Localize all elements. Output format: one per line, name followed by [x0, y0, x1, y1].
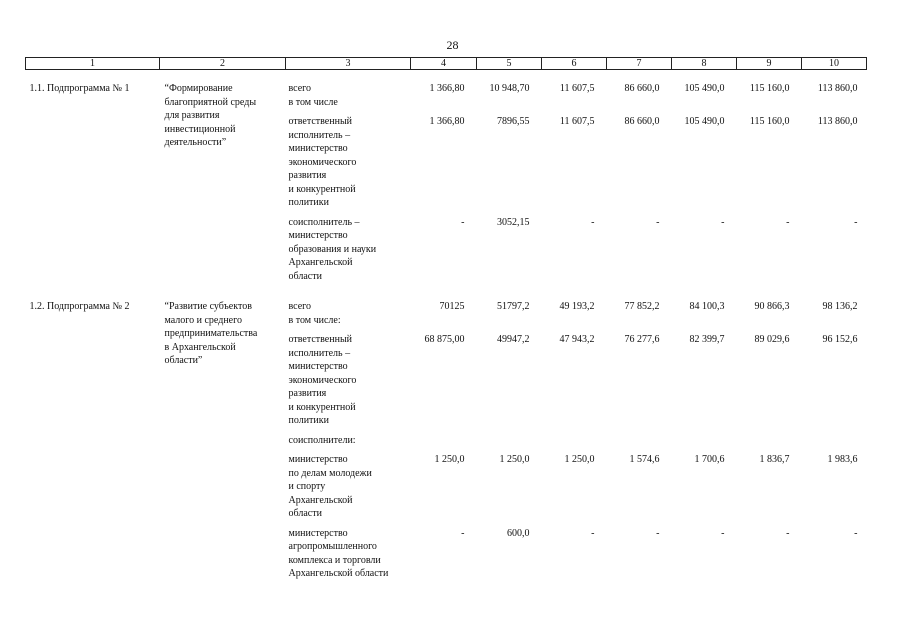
- row-label: в том числе: [288, 96, 338, 108]
- cell-value: 86 660,0: [624, 83, 660, 94]
- cell-value: [411, 434, 477, 454]
- cell-value: 1 250,0: [564, 454, 595, 465]
- cell-value: [802, 434, 867, 454]
- cell-value: [477, 96, 542, 116]
- cell-value: 115 160,0: [749, 83, 790, 94]
- cell-value: [802, 314, 867, 334]
- cell-value: [672, 96, 737, 116]
- cell-value: [411, 314, 477, 334]
- row-label: соисполнители:: [288, 434, 356, 446]
- cell-value: 1 366,80: [429, 116, 465, 127]
- subprogram-title: “Развитие субъектов малого и среднего предпринимательства в Архангельской области”: [164, 301, 258, 366]
- cell-value: -: [591, 527, 595, 539]
- cell-value: 90 866,3: [754, 301, 790, 312]
- cell-value: 1 700,6: [694, 454, 725, 465]
- cell-value: 1 250,0: [499, 454, 530, 465]
- cell-value: 84 100,3: [689, 301, 725, 312]
- subprogram-title: “Формирование благоприятной среды для развития инвестиционной деятельности”: [164, 83, 257, 148]
- cell-value: -: [656, 216, 660, 228]
- cell-value: -: [461, 527, 465, 539]
- cell-value: 77 852,2: [624, 301, 660, 312]
- table-row: [26, 70, 867, 96]
- cell-value: [737, 96, 802, 116]
- cell-value: [542, 434, 607, 454]
- cell-value: 11 607,5: [559, 116, 595, 127]
- page-number: 28: [446, 38, 459, 52]
- row-label: всего: [288, 83, 312, 94]
- column-header: 1: [26, 58, 160, 70]
- cell-value: [542, 314, 607, 334]
- cell-value: 68 875,00: [424, 334, 465, 345]
- cell-value: [477, 314, 542, 334]
- cell-value: [672, 434, 737, 454]
- cell-value: 1 574,6: [629, 454, 660, 465]
- cell-value: 98 136,2: [822, 301, 858, 312]
- cell-value: 105 490,0: [684, 83, 725, 94]
- cell-value: 96 152,6: [822, 334, 858, 345]
- column-header: 6: [542, 58, 607, 70]
- cell-value: 51797,2: [497, 301, 530, 312]
- cell-value: 86 660,0: [624, 116, 660, 127]
- cell-value: 70125: [439, 301, 465, 312]
- row-label: соисполнитель – министерство образования и науки Архангельской области: [288, 216, 377, 282]
- cell-value: -: [591, 216, 595, 228]
- subprogram-number: 1.1. Подпрограмма № 1: [29, 83, 130, 94]
- cell-value: [607, 434, 672, 454]
- cell-value: 600,0: [507, 527, 530, 539]
- column-header: 7: [607, 58, 672, 70]
- cell-value: 1 366,80: [429, 83, 465, 94]
- row-label: министерство по делам молодежи и спорту Архангельской области: [288, 454, 372, 519]
- column-header: 10: [802, 58, 867, 70]
- cell-value: [542, 96, 607, 116]
- row-label: ответственный исполнитель – министерство экономического развития и конкурентной политики: [288, 334, 357, 426]
- cell-value: 89 029,6: [754, 334, 790, 345]
- column-number-row: [26, 58, 867, 70]
- subprogram-number: 1.2. Подпрограмма № 2: [29, 301, 130, 312]
- column-header: 2: [160, 58, 286, 70]
- cell-value: 47 943,2: [559, 334, 595, 345]
- cell-value: -: [854, 216, 858, 228]
- column-header: 8: [672, 58, 737, 70]
- cell-value: 76 277,6: [624, 334, 660, 345]
- cell-value: 82 399,7: [689, 334, 725, 345]
- column-header: 9: [737, 58, 802, 70]
- cell-value: 115 160,0: [749, 116, 790, 127]
- cell-value: 1 250,0: [434, 454, 465, 465]
- cell-value: -: [721, 216, 725, 228]
- cell-value: -: [786, 216, 790, 228]
- cell-value: 7896,55: [497, 116, 530, 127]
- cell-value: [737, 314, 802, 334]
- cell-value: -: [461, 216, 465, 228]
- cell-value: 105 490,0: [684, 116, 725, 127]
- cell-value: [607, 314, 672, 334]
- cell-value: 1 836,7: [759, 454, 790, 465]
- table-row: [26, 283, 867, 314]
- budget-table: [25, 57, 867, 581]
- row-label: всего: [288, 301, 312, 312]
- cell-value: -: [854, 527, 858, 539]
- cell-value: -: [656, 527, 660, 539]
- column-header: 4: [411, 58, 477, 70]
- cell-value: [737, 434, 802, 454]
- cell-value: 49947,2: [497, 334, 530, 345]
- cell-value: [802, 96, 867, 116]
- cell-value: 113 860,0: [817, 116, 858, 127]
- cell-value: 49 193,2: [559, 301, 595, 312]
- cell-value: [672, 314, 737, 334]
- cell-value: 10 948,70: [489, 83, 530, 94]
- cell-value: 3052,15: [497, 216, 530, 228]
- row-label: в том числе:: [288, 314, 341, 326]
- row-label: ответственный исполнитель – министерство экономического развития и конкурентной политики: [288, 116, 357, 208]
- cell-value: [477, 434, 542, 454]
- cell-value: 1 983,6: [827, 454, 858, 465]
- cell-value: [411, 96, 477, 116]
- cell-value: [607, 96, 672, 116]
- cell-value: -: [721, 527, 725, 539]
- row-label: министерство агропромышленного комплекса и торговли Архангельской области: [288, 527, 389, 579]
- cell-value: 113 860,0: [817, 83, 858, 94]
- cell-value: -: [786, 527, 790, 539]
- column-header: 3: [286, 58, 411, 70]
- cell-value: 11 607,5: [559, 83, 595, 94]
- column-header: 5: [477, 58, 542, 70]
